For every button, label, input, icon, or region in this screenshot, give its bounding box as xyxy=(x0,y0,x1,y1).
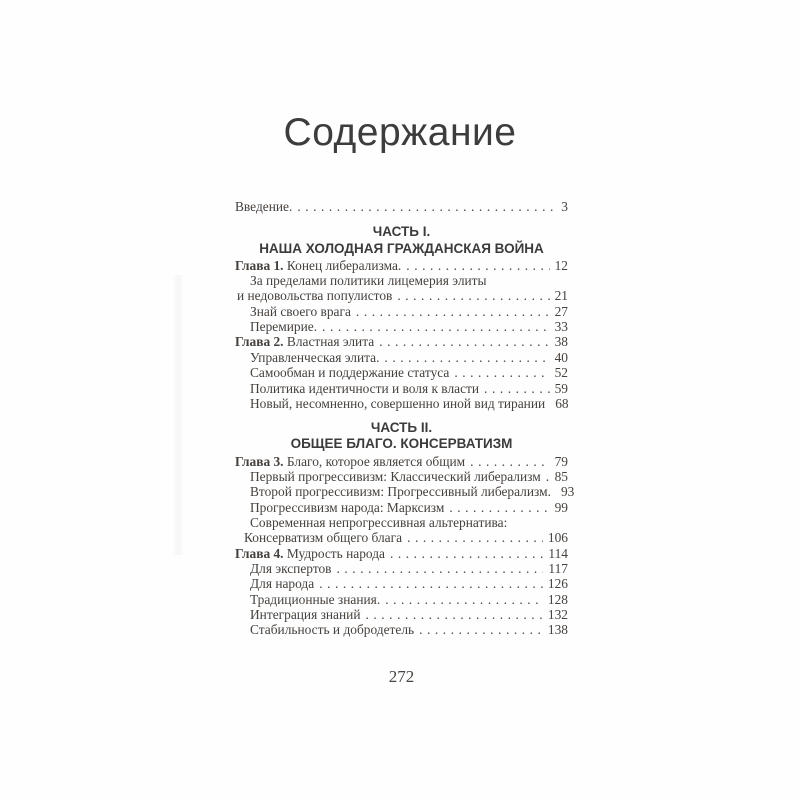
dot-leader xyxy=(479,381,550,396)
page-edge-shadow xyxy=(172,275,184,555)
toc-entry xyxy=(235,515,568,530)
toc-entry-label: Второй прогрессивизм: Прогрессивный либерализм. xyxy=(250,484,551,500)
dot-leader xyxy=(379,350,549,365)
toc-entry-label: Первый прогрессивизм: Классический либерализм xyxy=(250,468,541,484)
toc-entry-label: Глава 4. Мудрость народа xyxy=(235,545,385,561)
toc-entry xyxy=(235,350,568,365)
toc-entry-label: Политика идентичности и воля к власти xyxy=(250,380,480,396)
toc-page-number: 132 xyxy=(547,607,568,623)
dot-leader xyxy=(385,546,543,561)
toc-entry xyxy=(235,273,568,288)
page-title: Содержание xyxy=(283,111,517,154)
toc-entry-label: Для экспертов xyxy=(250,561,332,576)
toc-entry xyxy=(235,576,568,591)
toc-entry-label: За пределами политики лицемерия элиты xyxy=(250,273,487,289)
toc-page-number: 33 xyxy=(554,319,568,335)
dot-leader xyxy=(414,622,543,637)
dot-leader xyxy=(465,454,549,469)
toc-entry xyxy=(235,607,568,622)
toc-entry-label: и недовольства популистов xyxy=(237,288,393,304)
dot-leader xyxy=(374,334,549,349)
toc-page-number: 138 xyxy=(547,622,568,638)
toc-entry-label: Прогрессивизм народа: Марксизм xyxy=(250,499,445,515)
dot-leader xyxy=(402,530,543,545)
toc-entry xyxy=(235,484,575,500)
chapter-number: Глава 1. xyxy=(235,257,284,273)
toc-entry-label: Новый, несомненно, совершенно иной вид тирании xyxy=(250,395,546,411)
toc-page-number: 128 xyxy=(547,591,568,607)
toc-entry-label: Стабильность и добродетель xyxy=(250,622,415,638)
page-number: 272 xyxy=(388,667,415,686)
toc-entry-label: Глава 1. Конец либерализма. xyxy=(235,257,402,273)
toc-entry xyxy=(235,365,568,380)
dot-leader xyxy=(314,576,543,591)
toc-page-number: 126 xyxy=(547,576,568,592)
toc-page-number: 59 xyxy=(554,380,568,396)
dot-leader xyxy=(317,319,550,334)
toc-entry xyxy=(235,199,568,214)
toc-entry xyxy=(235,396,568,411)
toc-entry-label: Современная непрогрессивная альтернатива: xyxy=(250,514,508,530)
toc-entry xyxy=(235,469,568,484)
toc-page-number: 52 xyxy=(554,365,568,381)
toc-entry xyxy=(235,334,568,349)
toc-entry-label: Введение. xyxy=(235,199,293,214)
toc-entry-label: Знай своего врага xyxy=(250,303,351,319)
dot-leader xyxy=(361,607,543,622)
part-heading-title: НАША ХОЛОДНАЯ ГРАЖДАНСКАЯ ВОЙНА xyxy=(259,240,544,256)
toc-page-number: 114 xyxy=(548,545,568,561)
toc-entry xyxy=(235,500,568,515)
chapter-number: Глава 2. xyxy=(235,334,284,350)
dot-leader xyxy=(444,500,549,515)
dot-leader xyxy=(392,288,549,303)
dot-leader xyxy=(541,469,550,484)
toc-entry xyxy=(235,546,568,561)
part-heading-title: ОБЩЕЕ БЛАГО. КОНСЕРВАТИЗМ xyxy=(290,436,513,452)
toc-entry xyxy=(235,258,568,273)
dot-leader xyxy=(380,592,543,607)
toc-entry xyxy=(235,530,568,545)
dot-leader xyxy=(449,365,549,380)
toc-entry-label: Интеграция знаний xyxy=(250,607,361,623)
toc-entry-label: Глава 3. Благо, которое является общим xyxy=(235,453,466,469)
toc-page-number: 21 xyxy=(554,288,568,304)
toc-entry-label: Перемирие. xyxy=(250,319,318,335)
toc-page-number: 38 xyxy=(554,334,568,350)
toc-page-number: 68 xyxy=(555,395,569,411)
toc-page-number: 3 xyxy=(561,199,568,214)
part-heading-number: ЧАСТЬ II. xyxy=(370,420,433,436)
toc-entry-label: Традиционные знания. xyxy=(250,591,381,607)
toc-page-number: 85 xyxy=(554,468,568,484)
part-heading xyxy=(235,224,568,256)
toc-entry xyxy=(235,592,568,607)
chapter-number: Глава 4. xyxy=(235,545,284,561)
toc-page-number: 40 xyxy=(554,349,568,365)
toc-page-number: 27 xyxy=(554,303,568,319)
dot-leader xyxy=(351,304,550,319)
toc-entry xyxy=(235,454,568,469)
dot-leader xyxy=(292,199,556,214)
toc-entry-label: Консерватизм общего блага xyxy=(244,530,403,546)
toc-page-number: 93 xyxy=(560,484,575,500)
part-heading-number: ЧАСТЬ I. xyxy=(372,224,431,240)
chapter-number: Глава 3. xyxy=(235,453,284,469)
part-heading xyxy=(235,420,568,452)
toc-page-number: 106 xyxy=(547,530,568,546)
toc-entry xyxy=(235,319,568,334)
toc-entry-label: Для народа xyxy=(250,576,315,592)
dot-leader xyxy=(332,561,544,576)
toc-page-number: 79 xyxy=(554,453,568,469)
toc-entry xyxy=(235,561,568,576)
toc-page-number: 12 xyxy=(554,257,568,273)
toc-entry xyxy=(235,381,568,396)
table-of-contents xyxy=(235,199,575,638)
toc-entry xyxy=(235,288,568,303)
toc-entry xyxy=(235,622,568,637)
toc-entry-label: Самообман и поддержание статуса xyxy=(250,365,450,381)
toc-page-number: 117 xyxy=(548,561,568,576)
toc-entry-label: Управленческая элита. xyxy=(250,349,380,365)
toc-page-number: 99 xyxy=(554,499,568,515)
toc-entry-label: Глава 2. Властная элита xyxy=(235,334,375,350)
toc-entry xyxy=(235,304,568,319)
dot-leader xyxy=(401,258,549,273)
